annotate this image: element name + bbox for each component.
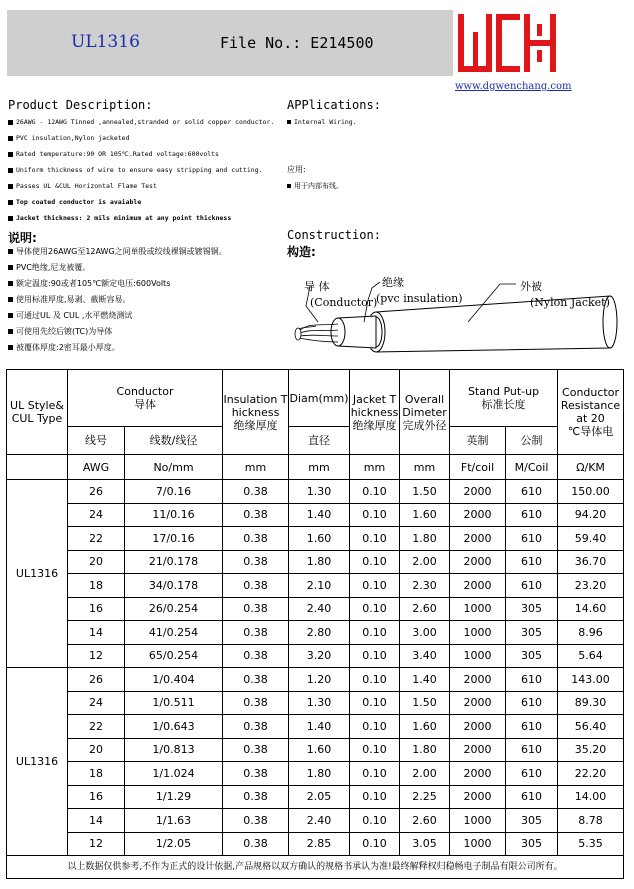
table-cell: 2.10 (289, 574, 350, 598)
header-putup: Stand Put-up 标准长度 (450, 370, 558, 427)
table-cell: 24 (68, 691, 125, 715)
table-cell: 3.05 (400, 832, 450, 856)
table-cell: 610 (506, 480, 558, 504)
group-label: UL1316 (7, 480, 68, 668)
table-cell: 0.38 (223, 574, 289, 598)
table-cell: 20 (68, 738, 125, 762)
title-banner (7, 10, 453, 76)
cable-construction-diagram (288, 272, 618, 362)
header-resistance: Conductor Resistance at 20 ℃导体电 (558, 370, 624, 455)
header-imperial: 英制 (450, 427, 506, 455)
unit-cell: mm (350, 455, 400, 480)
table-cell: 0.10 (350, 691, 400, 715)
table-cell: 23.20 (558, 574, 624, 598)
table-cell: 1.20 (289, 668, 350, 692)
table-row (7, 668, 624, 692)
table-cell: 2000 (450, 480, 506, 504)
table-cell: 8.96 (558, 621, 624, 645)
table-cell: 2000 (450, 738, 506, 762)
table-cell: 16 (68, 785, 125, 809)
description-item: Rated temperature:90 OR 105℃.Rated voltage:600volts (8, 150, 219, 158)
table-cell: 0.38 (223, 715, 289, 739)
units-row (7, 455, 624, 480)
table-cell: 0.10 (350, 715, 400, 739)
table-cell: 1/0.643 (125, 715, 223, 739)
table-cell: 5.64 (558, 644, 624, 668)
table-cell: 0.38 (223, 621, 289, 645)
table-cell: 26/0.254 (125, 597, 223, 621)
table-row (7, 597, 624, 621)
header-insulation: Insulation Thickness 绝缘厚度 (223, 370, 289, 455)
unit-cell: AWG (68, 455, 125, 480)
table-cell: 1/2.05 (125, 832, 223, 856)
table-cell: 0.38 (223, 597, 289, 621)
table-cell: 18 (68, 762, 125, 786)
group-label: UL1316 (7, 668, 68, 856)
cn-description-item: 使用标准厚度,易剥、截断容易。 (8, 294, 131, 305)
conductor-label-cn: 导 体 (304, 280, 330, 293)
description-item: PVC insulation,Nylon jacketed (8, 134, 130, 142)
table-cell: 16 (68, 597, 125, 621)
table-cell: 0.10 (350, 503, 400, 527)
table-cell: 0.38 (223, 503, 289, 527)
units-blank-cell (7, 455, 68, 480)
conductor-label-en: (Conductor) (310, 296, 378, 309)
table-cell: 0.38 (223, 480, 289, 504)
table-cell: 3.20 (289, 644, 350, 668)
description-item: 26AWG - 12AWG Tinned ,annealed,stranded or solid copper conductor. (8, 118, 274, 126)
table-cell: 2000 (450, 785, 506, 809)
table-cell: 2.25 (400, 785, 450, 809)
table-row (7, 621, 624, 645)
table-cell: 0.38 (223, 785, 289, 809)
table-cell: 1/0.511 (125, 691, 223, 715)
table-row (7, 715, 624, 739)
table-row (7, 738, 624, 762)
applications-item: Internal Wiring. (287, 118, 357, 126)
table-cell: 2.80 (289, 621, 350, 645)
table-cell: 3.00 (400, 621, 450, 645)
table-cell: 0.38 (223, 668, 289, 692)
table-cell: 1/1.63 (125, 809, 223, 833)
table-cell: 2000 (450, 527, 506, 551)
unit-cell: M/Coil (506, 455, 558, 480)
table-cell: 1.60 (400, 503, 450, 527)
description-item: Top coated conductor is avaiable (8, 198, 141, 206)
table-cell: 56.40 (558, 715, 624, 739)
table-cell: 14 (68, 809, 125, 833)
description-item: Passes UL &CUL Horizontal Flame Test (8, 182, 157, 190)
table-row (7, 691, 624, 715)
table-cell: 1.40 (289, 715, 350, 739)
table-cell: 0.38 (223, 832, 289, 856)
table-cell: 1.30 (289, 480, 350, 504)
unit-cell: Ω/KM (558, 455, 624, 480)
table-cell: 5.35 (558, 832, 624, 856)
description-item: Uniform thickness of wire to ensure easy stripping and cutting. (8, 166, 263, 174)
table-row (7, 832, 624, 856)
table-cell: 1/1.29 (125, 785, 223, 809)
table-cell: 0.38 (223, 762, 289, 786)
file-number: File No.: E214500 (220, 34, 374, 52)
table-cell: 1.80 (400, 527, 450, 551)
applications-cn-item: 用于内部布线。 (287, 181, 343, 191)
model-title: UL1316 (71, 32, 140, 52)
cn-description-item: PVC绝缘,尼龙被覆。 (8, 262, 90, 273)
table-cell: 2.85 (289, 832, 350, 856)
table-cell: 610 (506, 691, 558, 715)
applications-cn-title: 应用: (287, 165, 306, 174)
table-cell: 0.10 (350, 785, 400, 809)
header-strand: 线数/线径 (125, 427, 223, 455)
unit-cell: mm (289, 455, 350, 480)
table-cell: 1.50 (400, 691, 450, 715)
table-cell: 305 (506, 832, 558, 856)
table-cell: 24 (68, 503, 125, 527)
table-cell: 610 (506, 785, 558, 809)
table-cell: 1.80 (289, 762, 350, 786)
table-cell: 34/0.178 (125, 574, 223, 598)
table-cell: 610 (506, 715, 558, 739)
table-cell: 2000 (450, 550, 506, 574)
table-cell: 1000 (450, 832, 506, 856)
table-cell: 2.30 (400, 574, 450, 598)
table-cell: 89.30 (558, 691, 624, 715)
table-row (7, 550, 624, 574)
table-cell: 2000 (450, 668, 506, 692)
table-cell: 0.10 (350, 574, 400, 598)
website-link[interactable]: www.dgwenchang.com (455, 81, 572, 92)
table-cell: 2000 (450, 762, 506, 786)
unit-cell: mm (223, 455, 289, 480)
header-diam: Diam(mm) (289, 370, 350, 427)
table-cell: 65/0.254 (125, 644, 223, 668)
table-cell: 0.10 (350, 527, 400, 551)
table-cell: 14.60 (558, 597, 624, 621)
table-cell: 17/0.16 (125, 527, 223, 551)
table-cell: 610 (506, 550, 558, 574)
table-cell: 0.10 (350, 480, 400, 504)
table-cell: 22.20 (558, 762, 624, 786)
table-cell: 7/0.16 (125, 480, 223, 504)
header-ul-style: UL Style& CUL Type (7, 370, 68, 455)
unit-cell: Ft/coil (450, 455, 506, 480)
table-cell: 14 (68, 621, 125, 645)
table-cell: 2.60 (400, 597, 450, 621)
table-cell: 0.10 (350, 762, 400, 786)
table-cell: 22 (68, 527, 125, 551)
table-row (7, 503, 624, 527)
construction-cn-title: 构造: (287, 245, 316, 259)
table-cell: 1.60 (289, 738, 350, 762)
table-cell: 1/0.813 (125, 738, 223, 762)
footer-row (7, 856, 624, 879)
table-cell: 2.00 (400, 550, 450, 574)
table-cell: 1.40 (289, 503, 350, 527)
table-cell: 0.10 (350, 550, 400, 574)
table-cell: 1000 (450, 597, 506, 621)
table-cell: 1000 (450, 644, 506, 668)
spec-table (6, 369, 624, 879)
construction-title: Construction: (287, 228, 381, 242)
jacket-label-en: (Nylon Jacket) (530, 296, 610, 309)
table-cell: 36.70 (558, 550, 624, 574)
table-cell: 1.60 (400, 715, 450, 739)
table-cell: 41/0.254 (125, 621, 223, 645)
cn-description-item: 被覆体厚度:2密耳最小厚度。 (8, 342, 120, 353)
table-cell: 0.38 (223, 527, 289, 551)
table-row (7, 644, 624, 668)
table-cell: 610 (506, 574, 558, 598)
table-cell: 610 (506, 738, 558, 762)
jacket-label-cn: 外被 (520, 280, 542, 293)
table-cell: 305 (506, 809, 558, 833)
table-cell: 0.10 (350, 832, 400, 856)
table-cell: 59.40 (558, 527, 624, 551)
table-cell: 610 (506, 503, 558, 527)
table-cell: 0.10 (350, 738, 400, 762)
table-cell: 20 (68, 550, 125, 574)
table-cell: 2.60 (400, 809, 450, 833)
table-cell: 18 (68, 574, 125, 598)
table-cell: 2000 (450, 691, 506, 715)
table-cell: 2.40 (289, 597, 350, 621)
table-cell: 0.10 (350, 809, 400, 833)
table-row (7, 527, 624, 551)
table-cell: 3.40 (400, 644, 450, 668)
table-cell: 2000 (450, 715, 506, 739)
table-cell: 1000 (450, 809, 506, 833)
table-cell: 0.10 (350, 597, 400, 621)
table-row (7, 574, 624, 598)
table-cell: 1.80 (400, 738, 450, 762)
table-cell: 21/0.178 (125, 550, 223, 574)
table-cell: 2.40 (289, 809, 350, 833)
table-cell: 305 (506, 597, 558, 621)
applications-title: APPlications: (287, 98, 381, 112)
table-row (7, 809, 624, 833)
table-cell: 0.10 (350, 621, 400, 645)
cn-description-item: 可通过UL 及 CUL ,水平燃烧测试 (8, 310, 132, 321)
insulation-label-cn: 绝缘 (382, 276, 404, 289)
table-cell: 1/0.404 (125, 668, 223, 692)
table-cell: 1.80 (289, 550, 350, 574)
cn-description-item: 额定温度:90或者105℃额定电压:600Volts (8, 278, 170, 289)
table-cell: 11/0.16 (125, 503, 223, 527)
table-cell: 12 (68, 644, 125, 668)
table-cell: 610 (506, 527, 558, 551)
table-cell: 143.00 (558, 668, 624, 692)
table-cell: 150.00 (558, 480, 624, 504)
unit-cell: mm (400, 455, 450, 480)
table-cell: 0.10 (350, 668, 400, 692)
table-cell: 94.20 (558, 503, 624, 527)
company-logo (456, 10, 560, 76)
cable-drawing (288, 272, 618, 362)
table-row (7, 480, 624, 504)
table-cell: 305 (506, 644, 558, 668)
cn-description-item: 可使用先绞后镀(TC)为导体 (8, 326, 112, 337)
table-cell: 610 (506, 762, 558, 786)
header-jacket: Jacket Thickness 绝缘厚度 (350, 370, 400, 455)
unit-cell: No/mm (125, 455, 223, 480)
table-cell: 2.05 (289, 785, 350, 809)
table-cell: 8.78 (558, 809, 624, 833)
table-cell: 610 (506, 668, 558, 692)
table-cell: 1.40 (400, 668, 450, 692)
header-conductor: Conductor 导体 (68, 370, 223, 427)
header-gauge: 线号 (68, 427, 125, 455)
table-cell: 0.38 (223, 738, 289, 762)
table-cell: 2.00 (400, 762, 450, 786)
table-cell: 0.38 (223, 550, 289, 574)
footer-note: 以上数据仅供参考,不作为正式的设计依据,产品规格以双方确认的规格书承认为准!最终解释权归稳畅电子制品有限公司所有。 (7, 856, 624, 879)
description-title: Product Description: (8, 98, 153, 112)
cn-description-item: 导体使用26AWG至12AWG之间单股或绞线裸铜或镀锡铜。 (8, 246, 227, 257)
table-row (7, 762, 624, 786)
table-row (7, 785, 624, 809)
cn-description-title: 说明: (8, 231, 37, 245)
table-cell: 1/1.024 (125, 762, 223, 786)
header-overall: Overall Dimeter 完成外径 (400, 370, 450, 455)
table-cell: 2000 (450, 503, 506, 527)
table-cell: 1.60 (289, 527, 350, 551)
table-cell: 35.20 (558, 738, 624, 762)
table-cell: 2000 (450, 574, 506, 598)
insulation-label-en: (pvc insulation) (376, 292, 463, 305)
table-cell: 0.10 (350, 644, 400, 668)
header-metric: 公制 (506, 427, 558, 455)
table-cell: 1.50 (400, 480, 450, 504)
table-cell: 0.38 (223, 809, 289, 833)
header-diam-cn: 直径 (289, 427, 350, 455)
table-cell: 22 (68, 715, 125, 739)
table-cell: 0.38 (223, 691, 289, 715)
table-cell: 0.38 (223, 644, 289, 668)
table-cell: 26 (68, 668, 125, 692)
description-item: Jacket thickness: 2 mils minimum at any point thickness (8, 214, 231, 222)
table-cell: 1000 (450, 621, 506, 645)
table-cell: 1.30 (289, 691, 350, 715)
table-cell: 26 (68, 480, 125, 504)
table-cell: 305 (506, 621, 558, 645)
table-cell: 14.00 (558, 785, 624, 809)
table-cell: 12 (68, 832, 125, 856)
